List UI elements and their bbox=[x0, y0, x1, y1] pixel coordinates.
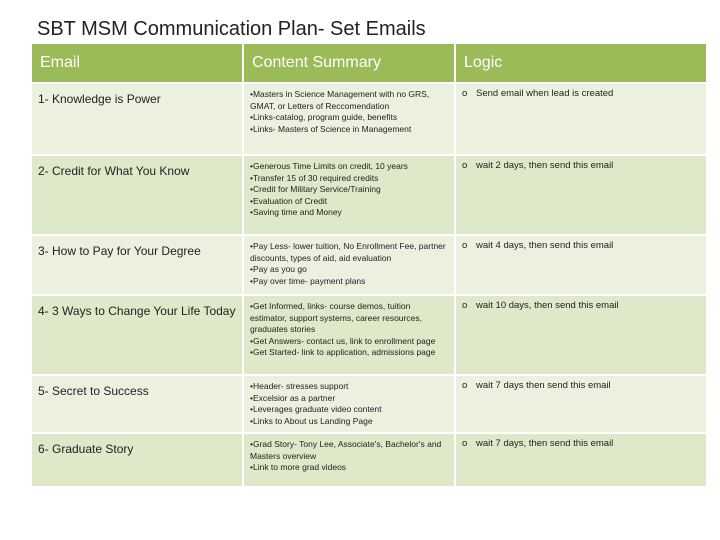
table-row bbox=[32, 156, 706, 234]
header-content-summary: Content Summary bbox=[244, 44, 454, 82]
summary-bullet: •Links- Masters of Science in Management bbox=[250, 123, 412, 134]
table-row bbox=[32, 376, 706, 432]
email-name-cell: 2- Credit for What You Know bbox=[32, 156, 242, 234]
logic-bullet-icon: o bbox=[462, 88, 468, 99]
summary-bullet: •Links to About us Landing Page bbox=[250, 415, 373, 426]
email-name-cell: 4- 3 Ways to Change Your Life Today bbox=[32, 296, 242, 374]
summary-bullet: •Link to more grad videos bbox=[250, 462, 347, 472]
summary-bullet: •Credit for Military Service/Training bbox=[250, 184, 381, 194]
logic-cell bbox=[456, 296, 706, 374]
header-email: Email bbox=[32, 44, 242, 82]
page-title: SBT MSM Communication Plan- Set Emails bbox=[37, 18, 426, 40]
summary-bullet: •Pay over time- payment plans bbox=[250, 275, 366, 286]
summary-bullet: •Get Started- link to application, admissions page bbox=[250, 347, 436, 357]
logic-text: Send email when lead is created bbox=[476, 88, 614, 99]
table-row bbox=[32, 434, 706, 486]
logic-bullet-icon: o bbox=[462, 300, 468, 311]
email-name-cell: 1- Knowledge is Power bbox=[32, 84, 242, 154]
summary-bullet: •Pay Less- lower tuition, No Enrollment Fee, partner discounts, types of aid, aid evaluation bbox=[250, 241, 446, 263]
logic-bullet-icon: o bbox=[462, 240, 468, 251]
email-name-cell: 6- Graduate Story bbox=[32, 434, 242, 486]
table-row bbox=[32, 84, 706, 154]
email-name-cell: 3- How to Pay for Your Degree bbox=[32, 236, 242, 294]
content-summary-cell bbox=[244, 434, 454, 486]
logic-cell bbox=[456, 376, 706, 432]
logic-cell bbox=[456, 156, 706, 234]
logic-cell bbox=[456, 434, 706, 486]
summary-bullet: •Saving time and Money bbox=[250, 207, 342, 217]
content-summary-cell bbox=[244, 376, 454, 432]
table-body bbox=[32, 84, 706, 486]
logic-text: wait 2 days, then send this email bbox=[476, 160, 614, 171]
table-header-row bbox=[32, 44, 706, 82]
summary-bullet: •Get Answers- contact us, link to enrollment page bbox=[250, 335, 436, 346]
email-name-cell: 5- Secret to Success bbox=[32, 376, 242, 432]
communication-plan-table bbox=[30, 42, 708, 488]
summary-bullet: •Links-catalog, program guide, benefits bbox=[250, 112, 398, 122]
logic-text: wait 10 days, then send this email bbox=[476, 300, 619, 311]
content-summary-cell bbox=[244, 156, 454, 234]
table-row bbox=[32, 296, 706, 374]
logic-text: wait 7 days then send this email bbox=[476, 380, 611, 391]
logic-text: wait 7 days, then send this email bbox=[476, 438, 614, 449]
summary-bullet: •Excelsior as a partner bbox=[250, 392, 336, 403]
content-summary-cell bbox=[244, 236, 454, 294]
summary-bullet: •Masters in Science Management with no GRS, GMAT, or Letters of Reccomendation bbox=[250, 89, 430, 111]
summary-bullet: •Grad Story- Tony Lee, Associate's, Bachelor's and Masters overview bbox=[250, 439, 442, 461]
summary-bullet: •Header- stresses support bbox=[250, 381, 349, 391]
table-row bbox=[32, 236, 706, 294]
content-summary-cell bbox=[244, 296, 454, 374]
logic-bullet-icon: o bbox=[462, 160, 468, 171]
summary-bullet: •Transfer 15 of 30 required credits bbox=[250, 172, 379, 183]
summary-bullet: •Get Informed, links- course demos, tuition estimator, support systems, career resources, graduates stories bbox=[250, 301, 422, 334]
logic-text: wait 4 days, then send this email bbox=[476, 240, 614, 251]
summary-bullet: •Leverages graduate video content bbox=[250, 404, 382, 414]
logic-cell bbox=[456, 84, 706, 154]
summary-bullet: •Pay as you go bbox=[250, 264, 307, 274]
content-summary-cell bbox=[244, 84, 454, 154]
logic-cell bbox=[456, 236, 706, 294]
logic-bullet-icon: o bbox=[462, 438, 468, 449]
summary-bullet: •Evaluation of Credit bbox=[250, 195, 328, 206]
header-logic: Logic bbox=[456, 44, 706, 82]
logic-bullet-icon: o bbox=[462, 380, 468, 391]
summary-bullet: •Generous Time Limits on credit, 10 years bbox=[250, 161, 408, 171]
